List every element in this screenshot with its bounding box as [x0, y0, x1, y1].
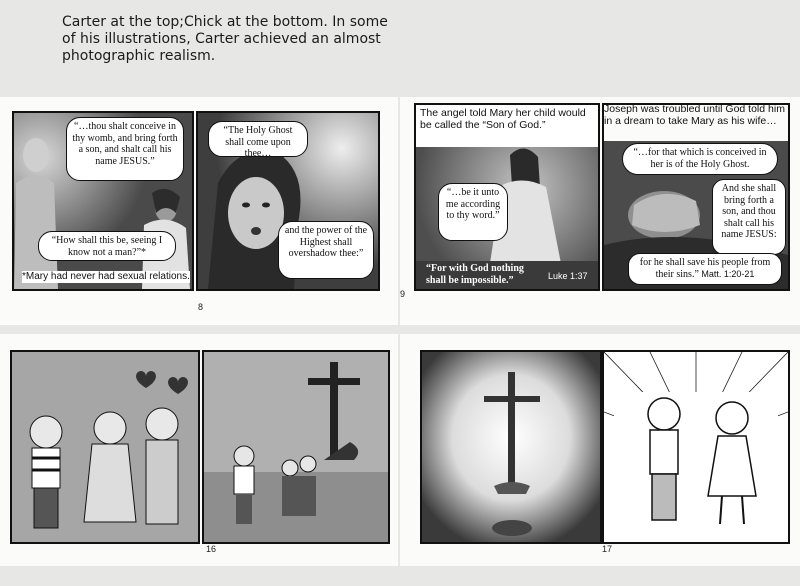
- sins-text: for he shall save his people from their sins.”: [639, 257, 771, 280]
- speech-bubble-power: and the power of the Highest shall overshadow thee:”: [278, 221, 374, 279]
- cross-illustration: [204, 352, 388, 542]
- panel-angel-gabriel: [12, 111, 194, 291]
- caption-text: Carter at the top;Chick at the bottom. In some of his illustrations, Carter achieved an almost photographic realism.: [62, 14, 388, 64]
- speech-bubble-sins: [628, 253, 782, 285]
- panel-joseph-dream: [602, 103, 790, 291]
- page-number: 16: [206, 544, 217, 554]
- caption-box: The angel told Mary her child would be called the “Son of God.”: [416, 105, 598, 147]
- page-number: 9: [400, 289, 406, 299]
- speech-bubble-holy-ghost: “The Holy Ghost shall come upon thee…: [208, 121, 308, 157]
- panel-holy-ghost: [196, 111, 380, 291]
- panel-mary-angel: [414, 103, 600, 291]
- speech-bubble-son: And she shall bring forth a son, and thou shalt call his name JESUS:: [712, 179, 786, 255]
- booklet-page-8: [0, 97, 398, 325]
- booklet-page-17: [400, 334, 800, 566]
- panel-three-kids: [10, 350, 200, 544]
- scripture-reference: Matt. 1:20-21: [701, 268, 755, 279]
- scripture-reference: Luke 1:37: [548, 271, 588, 281]
- scripture-quote: “For with God nothing shall be impossible.”: [426, 263, 524, 286]
- page-number: 17: [602, 544, 613, 554]
- page-number: 8: [198, 302, 204, 312]
- speech-bubble-angel: “…thou shalt conceive in thy womb, and bring forth a son, and shalt call his name JESUS.”: [66, 117, 184, 181]
- panel-kids-and-cross: [202, 350, 390, 544]
- footnote: *Mary had never had sexual relations.: [22, 271, 190, 282]
- panel-cross-light: [420, 350, 602, 544]
- speech-bubble-mary: “How shall this be, seeing I know not a man?”*: [38, 231, 176, 261]
- cross-light-illustration: [422, 352, 600, 542]
- caption-box: Joseph was troubled until God told him in a dream to take Mary as his wife…: [602, 103, 790, 141]
- kids-illustration: [12, 352, 198, 542]
- booklet-page-16: [0, 334, 398, 566]
- happy-kids-illustration: [604, 352, 788, 542]
- speech-bubble-holy-ghost: “…for that which is conceived in her is of the Holy Ghost.: [622, 143, 778, 175]
- booklet-page-9: [400, 97, 800, 325]
- panel-happy-kids: [602, 350, 790, 544]
- speech-bubble-mary: “…be it unto me according to thy word.”: [438, 183, 508, 241]
